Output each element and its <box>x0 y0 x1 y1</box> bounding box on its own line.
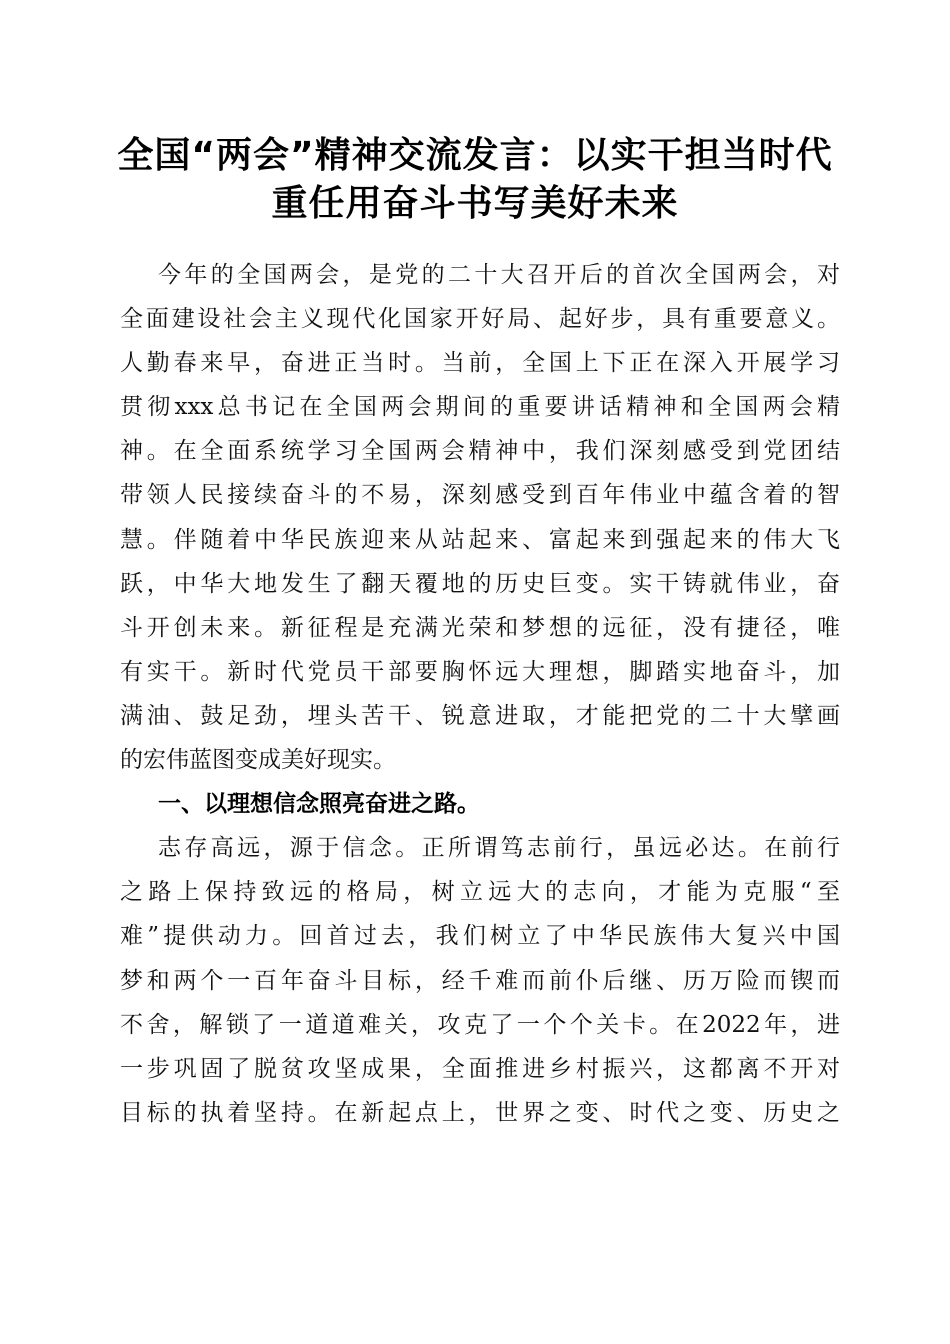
title-line-2: 重任用奋斗书写美好未来 <box>271 183 679 224</box>
document-title <box>60 132 890 228</box>
paragraph-line: 有实干。新时代党员干部要胸怀远大理想，脚踏实地奋斗，加 <box>120 658 840 685</box>
paragraph-line: 带领人民接续奋斗的不易，深刻感受到百年伟业中蕴含着的智 <box>120 482 840 509</box>
paragraph-2 <box>120 826 840 1135</box>
paragraph-line: 斗开创未来。新征程是充满光荣和梦想的远征，没有捷径，唯 <box>120 614 840 641</box>
paragraph-line: 今年的全国两会，是党的二十大召开后的首次全国两会，对 <box>158 262 840 288</box>
document-body <box>120 253 840 1135</box>
paragraph-line: 跃，中华大地发生了翻天覆地的历史巨变。实干铸就伟业，奋 <box>120 570 840 597</box>
paragraph-line: 慧。伴随着中华民族迎来从站起来、富起来到强起来的伟大飞 <box>120 526 840 553</box>
paragraph-line: 人勤春来早，奋进正当时。当前，全国上下正在深入开展学习 <box>120 350 840 377</box>
paragraph-line: 一步巩固了脱贫攻坚成果，全面推进乡村振兴，这都离不开对 <box>120 1055 840 1082</box>
paragraph-line: 全面建设社会主义现代化国家开好局、起好步，具有重要意义。 <box>120 306 840 333</box>
paragraph-line: 目标的执着坚持。在新起点上，世界之变、时代之变、历史之 <box>120 1099 840 1126</box>
paragraph-line: 难”提供动力。回首过去，我们树立了中华民族伟大复兴中国 <box>120 923 840 950</box>
paragraph-line: 之路上保持致远的格局，树立远大的志向，才能为克服“至 <box>120 879 840 906</box>
paragraph-line: 满油、鼓足劲，埋头苦干、锐意进取，才能把党的二十大擘画 <box>120 702 840 729</box>
paragraph-line: 贯彻xxx总书记在全国两会期间的重要讲话精神和全国两会精 <box>120 394 840 421</box>
paragraph-line: 梦和两个一百年奋斗目标，经千难而前仆后继、历万险而锲而 <box>120 967 840 994</box>
title-line-1: 全国“两会”精神交流发言：以实干担当时代 <box>117 135 833 176</box>
section-heading-1: 一、以理想信念照亮奋进之路。 <box>158 791 480 818</box>
paragraph-line: 的宏伟蓝图变成美好现实。 <box>120 747 396 774</box>
paragraph-line: 不舍，解锁了一道道难关，攻克了一个个关卡。在2022年，进 <box>120 1011 840 1038</box>
paragraph-1 <box>120 253 840 782</box>
paragraph-line: 志存高远，源于信念。正所谓笃志前行，虽远必达。在前行 <box>158 835 840 862</box>
paragraph-line: 神。在全面系统学习全国两会精神中，我们深刻感受到党团结 <box>120 438 840 465</box>
